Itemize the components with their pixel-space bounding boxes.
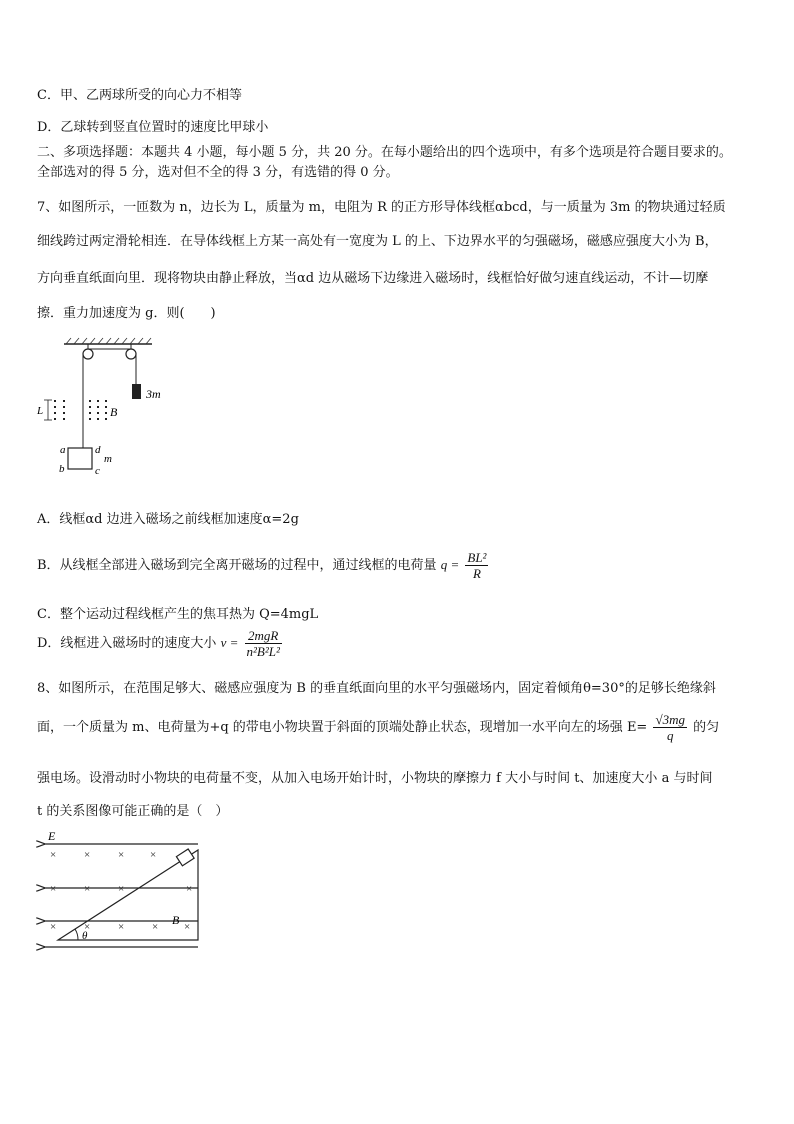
- q7-option-b-den: R: [472, 566, 481, 581]
- svg-text:×: ×: [118, 883, 125, 895]
- q8-line3: 强电场。设滑动时小物块的电荷量不变，从加入电场开始计时，小物块的摩擦力 f 大小与时间 t、加速度大小 a 与时间: [37, 771, 713, 786]
- q8-field-fraction: [653, 712, 687, 743]
- small-block: [176, 849, 194, 866]
- q7-option-c: C．整个运动过程线框产生的焦耳热为 Q=4mgL: [37, 607, 319, 622]
- svg-text:b: b: [59, 463, 65, 475]
- q7-line1: 7、如图所示，一匝数为 n，边长为 L，质量为 m，电阻为 R 的正方形导体线框αbcd，与一质量为 3m 的物块通过轻质: [37, 200, 726, 215]
- svg-text:×: ×: [118, 849, 125, 861]
- q8-line2-pre: 面，一个质量为 m、电荷量为+q 的带电小物块置于斜面的顶端处静止状态，现增加一水平向左的场强 E=: [37, 720, 648, 735]
- svg-text:×: ×: [50, 849, 57, 861]
- q8-line2-post: 的匀: [693, 720, 720, 735]
- svg-text:×: ×: [84, 849, 91, 861]
- label-L: L: [37, 405, 44, 417]
- q7-line2: 细线跨过两定滑轮相连．在导体线框上方某一高处有一宽度为 L 的上、下边界水平的匀强磁场，磁感应强度大小为 B，: [37, 234, 718, 249]
- q7-option-b-fraction: [465, 550, 488, 581]
- svg-text:×: ×: [150, 849, 157, 861]
- q8-figure: [36, 826, 211, 956]
- q7-option-d-den: n²B²L²: [246, 644, 280, 659]
- q7-line4: 擦．重力加速度为 g．则( ): [37, 306, 216, 321]
- svg-text:c: c: [95, 465, 100, 477]
- pulley-left: [83, 349, 93, 359]
- label-E: E: [48, 829, 56, 843]
- q7-option-d-text: D．线框进入磁场时的速度大小: [37, 636, 217, 651]
- coil-frame: [68, 448, 92, 469]
- q7-option-d-num: 2mgR: [245, 628, 282, 644]
- label-B: B: [110, 405, 118, 419]
- q7-option-a: A．线框αd 边进入磁场之前线框加速度α=2g: [37, 512, 299, 527]
- svg-text:×: ×: [152, 921, 159, 933]
- q7-option-b: [37, 550, 490, 581]
- q7-option-d-lhs: v =: [220, 635, 239, 650]
- q7-option-d: [37, 628, 284, 659]
- q8-line2: [37, 712, 719, 743]
- q7-figure: [34, 336, 184, 478]
- svg-text:d: d: [95, 444, 101, 456]
- label-theta: θ: [82, 930, 88, 942]
- svg-text:×: ×: [84, 921, 91, 933]
- svg-text:×: ×: [186, 883, 193, 895]
- pulley-right: [126, 349, 136, 359]
- svg-text:×: ×: [50, 921, 57, 933]
- q7-line3: 方向垂直纸面向里．现将物块由静止释放，当αd 边从磁场下边缘进入磁场时，线框恰好做匀速直线运动，不计—切摩: [37, 271, 709, 286]
- q7-option-b-text: B．从线框全部进入磁场到完全离开磁场的过程中，通过线框的电荷量: [37, 558, 437, 573]
- q7-option-b-lhs: q =: [440, 557, 460, 572]
- svg-text:×: ×: [84, 883, 91, 895]
- q7-option-b-num: BL²: [467, 550, 487, 565]
- option-d-prev: D．乙球转到竖直位置时的速度比甲球小: [37, 120, 269, 135]
- q8-field-den: q: [666, 728, 674, 743]
- label-3m: 3m: [146, 387, 161, 401]
- block-3m: [132, 384, 141, 399]
- q8-line1: 8、如图所示，在范围足够大、磁感应强度为 B 的垂直纸面向里的水平匀强磁场内，固定着倾角θ=30°的足够长绝缘斜: [37, 681, 716, 696]
- svg-text:×: ×: [50, 883, 57, 895]
- svg-text:×: ×: [184, 921, 191, 933]
- svg-text:m: m: [104, 453, 112, 465]
- q8-line4: t 的关系图像可能正确的是（ ）: [37, 804, 229, 819]
- section-header-line2: 全部选对的得 5 分，选对但不全的得 3 分，有选错的得 0 分。: [37, 165, 399, 180]
- q8-field-num: √3mg: [655, 712, 685, 727]
- label-B8: B: [172, 913, 180, 927]
- svg-text:×: ×: [118, 921, 125, 933]
- svg-text:a: a: [60, 444, 66, 456]
- q7-option-d-fraction: [245, 628, 282, 659]
- section-header-line1: 二、多项选择题：本题共 4 小题，每小题 5 分，共 20 分。在每小题给出的四个选项中，有多个选项是符合题目要求的。: [37, 145, 732, 160]
- option-c-prev: C．甲、乙两球所受的向心力不相等: [37, 88, 242, 103]
